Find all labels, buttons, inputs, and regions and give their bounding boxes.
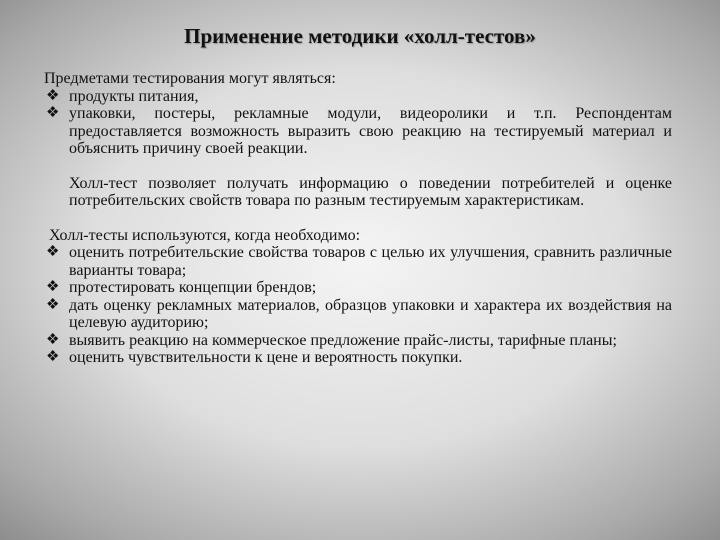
diamond-bullet-icon: ❖: [46, 87, 60, 104]
diamond-bullet-icon: ❖: [46, 279, 60, 295]
list-item-text: продукты питания,: [69, 87, 199, 105]
list-item: [44, 332, 672, 350]
list-item-text: протестировать концепции брендов;: [69, 279, 317, 296]
list-item: [44, 105, 672, 158]
section1-intro: Предметами тестирования могут являться:: [44, 70, 336, 87]
list-item-text: оценить чувствительности к цене и вероятность покупки.: [69, 349, 463, 366]
diamond-bullet-icon: ❖: [46, 244, 60, 260]
diamond-bullet-icon: ❖: [46, 296, 60, 313]
list-item-text: оценить потребительские свойства товаров с целью их улучшения, сравнить различные варианты товара;: [69, 244, 672, 279]
diamond-bullet-icon: ❖: [46, 105, 60, 121]
diamond-bullet-icon: ❖: [46, 349, 60, 365]
list-item: [44, 349, 672, 367]
spacer: [44, 210, 672, 227]
diamond-bullet-icon: ❖: [46, 331, 60, 348]
list-item: [44, 88, 672, 106]
list-item: [44, 297, 672, 332]
list-item: [44, 279, 672, 297]
slide-content: [44, 70, 672, 367]
list-item-text: выявить реакцию на коммерческое предложение прайс-листы, тарифные планы;: [69, 331, 617, 349]
section2-intro: Холл-тесты используются, когда необходимо:: [49, 226, 361, 244]
list-item: [44, 244, 672, 279]
hall-test-paragraph: Холл-тест позволяет получать информацию о поведении потребителей и оценке потребительских свойств товара по разным тестируемым характеристикам.: [69, 174, 672, 209]
list-item-text: дать оценку рекламных материалов, образцов упаковки и характера их воздействия на целевую аудиторию;: [69, 296, 672, 331]
slide-title: Применение методики «холл-тестов»: [184, 24, 536, 48]
spacer: [44, 158, 672, 175]
list-item-text: упаковки, постеры, рекламные модули, видеоролики и т.п. Респондентам предоставляется возможность выразить свою реакцию на тестируемый материал и объяснить причину своей реакции.: [69, 105, 672, 157]
